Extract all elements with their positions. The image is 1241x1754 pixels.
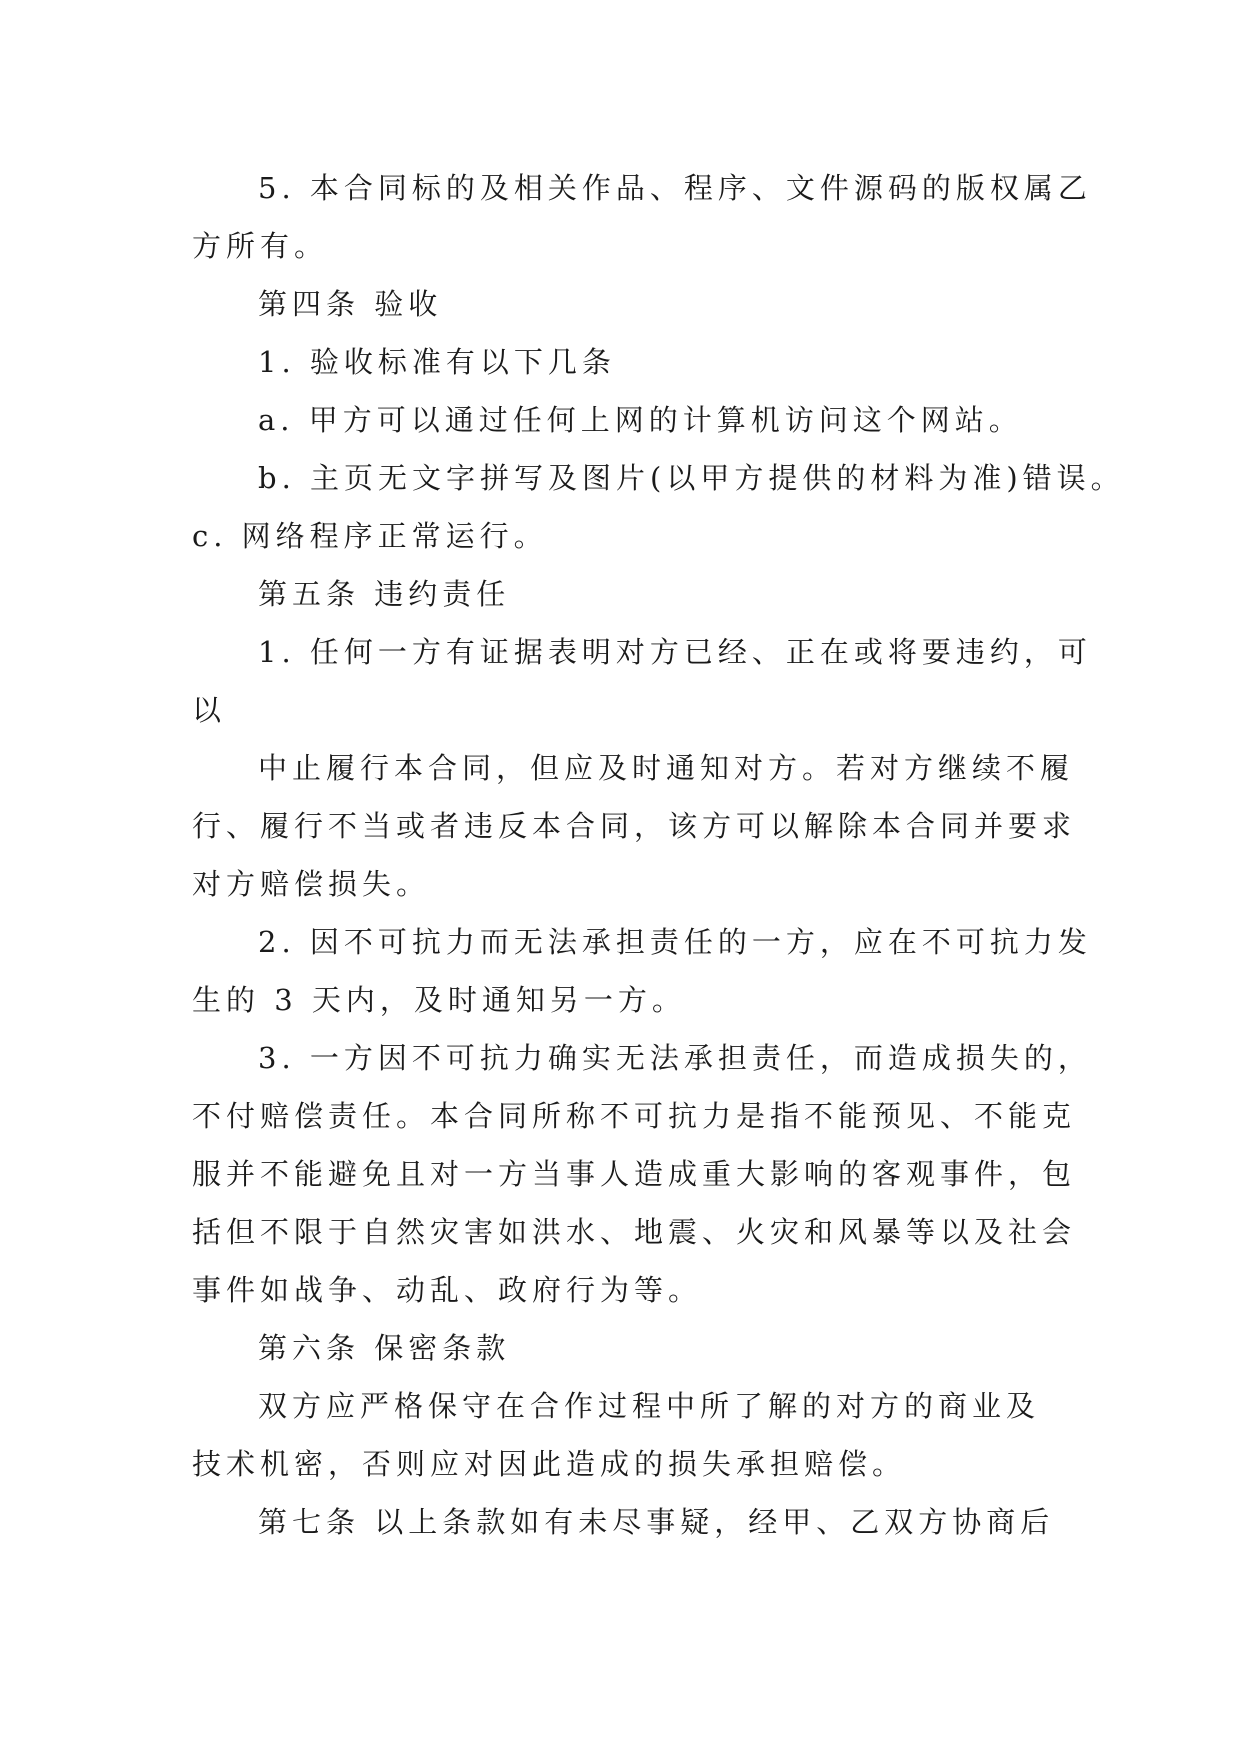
clause-5-2-line-1: 2. 因不可抗力而无法承担责任的一方，应在不可抗力发 [258,925,1092,959]
clause-4-1-b: b. 主页无文字拼写及图片(以甲方提供的材料为准)错误。 [258,461,1125,495]
clause-5-2-line-2: 生的 3 天内，及时通知另一方。 [192,983,686,1017]
clause-5-1-line-5: 对方赔偿损失。 [192,867,431,901]
clause-5-1-line-2: 以 [192,693,227,727]
clause-5-3-line-4: 括但不限于自然灾害如洪水、地震、火灾和风暴等以及社会 [192,1215,1077,1249]
article-6-line-2: 技术机密，否则应对因此造成的损失承担赔偿。 [192,1447,907,1481]
clause-5-3-line-3: 服并不能避免且对一方当事人造成重大影响的客观事件，包 [192,1157,1077,1191]
clause-3-5-line-2: 方所有。 [192,229,329,263]
clause-5-3-line-1: 3. 一方因不可抗力确实无法承担责任，而造成损失的， [258,1041,1092,1075]
clause-5-3-line-5: 事件如战争、动乱、政府行为等。 [192,1273,703,1307]
article-4-heading: 第四条 验收 [258,287,443,321]
clause-5-1-line-1: 1. 任何一方有证据表明对方已经、正在或将要违约，可 [258,635,1092,669]
clause-4-1-c: c. 网络程序正常运行。 [192,519,548,553]
clause-4-1-a: a. 甲方可以通过任何上网的计算机访问这个网站。 [258,403,1023,437]
article-7-line-1: 第七条 以上条款如有未尽事疑，经甲、乙双方协商后 [258,1505,1055,1539]
article-6-line-1: 双方应严格保守在合作过程中所了解的对方的商业及 [258,1389,1041,1423]
clause-5-3-line-2: 不付赔偿责任。本合同所称不可抗力是指不能预见、不能克 [192,1099,1077,1133]
clause-5-1-line-3: 中止履行本合同，但应及时通知对方。若对方继续不履 [258,751,1075,785]
clause-4-1: 1. 验收标准有以下几条 [258,345,616,379]
clause-5-1-line-4: 行、履行不当或者违反本合同，该方可以解除本合同并要求 [192,809,1077,843]
clause-3-5-line-1: 5. 本合同标的及相关作品、程序、文件源码的版权属乙 [258,171,1092,205]
article-5-heading: 第五条 违约责任 [258,577,511,611]
article-6-heading: 第六条 保密条款 [258,1331,511,1365]
